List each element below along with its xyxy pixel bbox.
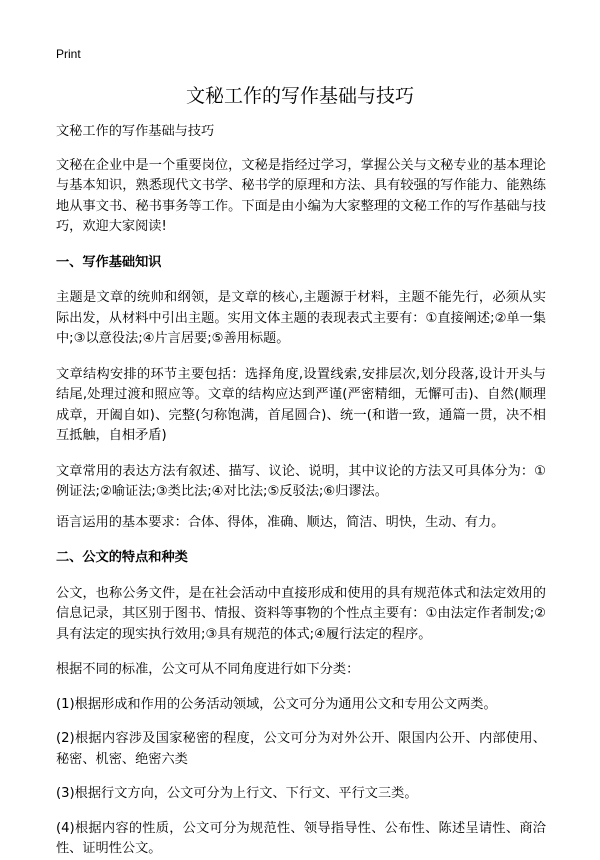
paragraph-expression-methods: 文章常用的表达方法有叙述、描写、议论、说明，其中议论的方法又可具体分为：①例证法;②喻证法;③类比法;④对比法;⑤反驳法;⑥归谬法。 xyxy=(56,463,546,499)
section-heading-official-documents: 二、公文的特点和种类 xyxy=(56,550,188,565)
paragraph-official-document-definition: 公文，也称公务文件，是在社会活动中直接形成和使用的具有规范体式和法定效用的信息记录，其区别于图书、情报、资料等事物的个性点主要有：①由法定作者制发;②具有法定的现实执行效用;③具有规范的体式;④履行法定的程序。 xyxy=(56,585,546,642)
print-link[interactable]: Print xyxy=(56,47,81,61)
list-item-classification-4: (4)根据内容的性质，公文可分为规范性、领导指导性、公布性、陈述呈请性、商洽性、证明性公文。 xyxy=(56,820,546,856)
list-item-classification-2: (2)根据内容涉及国家秘密的程度，公文可分为对外公开、限国内公开、内部使用、秘密、机密、绝密六类 xyxy=(56,731,546,767)
list-item-classification-1: (1)根据形成和作用的公务活动领域，公文可分为通用公文和专用公文两类。 xyxy=(56,696,497,712)
list-item-classification-3: (3)根据行文方向，公文可分为上行文、下行文、平行文三类。 xyxy=(56,786,418,801)
paragraph-classification-intro: 根据不同的标准，公文可从不同角度进行如下分类： xyxy=(56,662,360,677)
intro-paragraph: 文秘在企业中是一个重要岗位，文秘是指经过学习，掌握公关与文秘专业的基本理论与基本知识，熟悉现代文书学、秘书学的原理和方法、具有较强的写作能力、能熟练地从事文书、秘书事务等工作。下面是由小编为大家整理的文秘工作的写作基础与技巧，欢迎大家阅读! xyxy=(56,157,546,234)
paragraph-structure: 文章结构安排的环节主要包括：选择角度,设置线索,安排层次,划分段落,设计开头与结尾,处理过渡和照应等。文章的结构应达到严谨(严密精细，无懈可击)、自然(顺理成章，开阖自如)、完整(匀称饱满，首尾圆合)、统一(和谐一致，通篇一贯，决不相互抵触，自相矛盾) xyxy=(56,366,546,443)
paragraph-theme: 主题是文章的统帅和纲领，是文章的核心,主题源于材料，主题不能先行，必须从实际出发，从材料中引出主题。实用文体主题的表现表式主要有：①直接阐述;②单一集中;③以意役法;④片言居要;⑤善用标题。 xyxy=(56,290,546,346)
paragraph-language-requirements: 语言运用的基本要求：合体、得体，准确、顺达，简洁、明快，生动、有力。 xyxy=(56,514,505,530)
document-subtitle: 文秘工作的写作基础与技巧 xyxy=(56,124,215,139)
document-body xyxy=(56,122,546,860)
document-title: 文秘工作的写作基础与技巧 xyxy=(185,85,414,107)
section-heading-writing-basics: 一、写作基础知识 xyxy=(56,254,162,270)
